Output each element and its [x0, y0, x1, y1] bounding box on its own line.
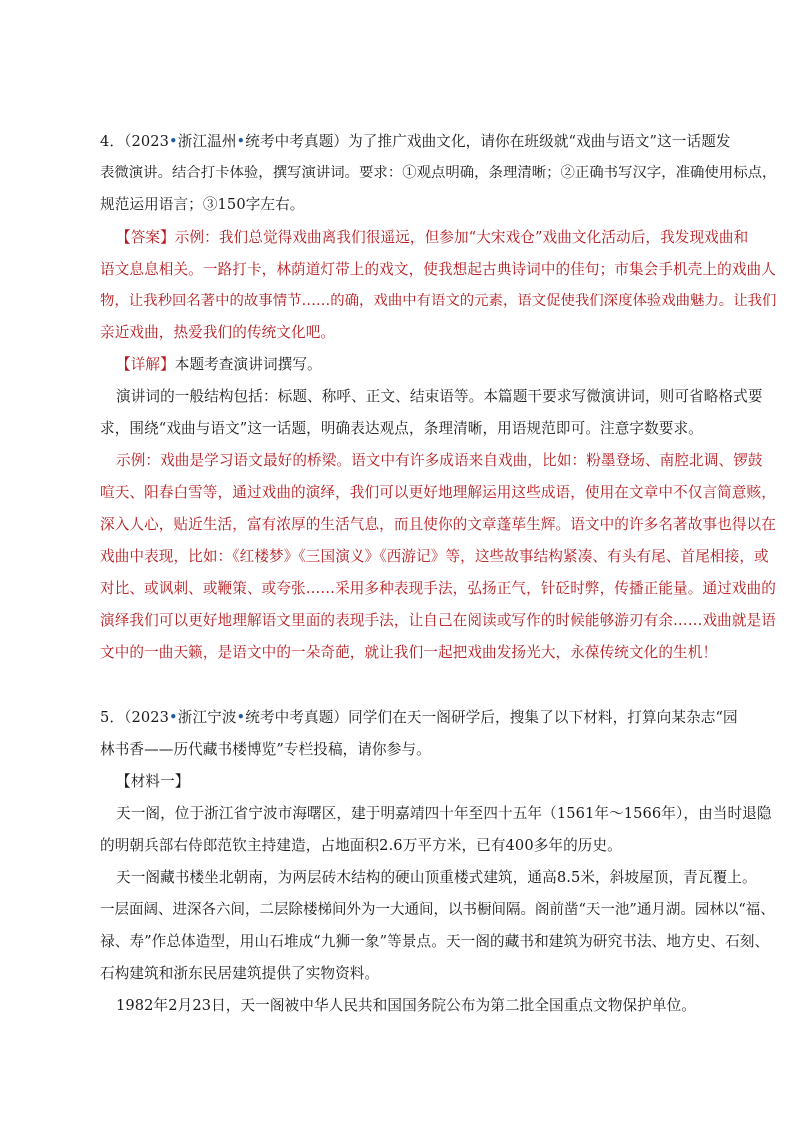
q4-header-line	[100, 132, 731, 152]
material-title: 【材料一】	[116, 773, 190, 790]
q4-source-open: （2023	[124, 133, 170, 150]
q5-stem-line: 林书香——历代藏书楼博览”专栏投稿，请你参与。	[100, 741, 431, 758]
q4-example-line: 演绎我们可以更好地理解语文里面的表现手法，让自己在阅读或写作的时候能够游刃有余……戏曲就是语	[100, 612, 776, 629]
q5-header-line	[100, 708, 738, 728]
q4-answer-line: 语文息息相关。一路打卡，林荫道灯带上的戏文，使我想起古典诗词中的佳句；市集会手机壳上的戏曲人	[100, 261, 776, 278]
q5-stem-line: 同学们在天一阁研学后，搜集了以下材料，打算向某杂志“园	[348, 709, 738, 726]
material-line: 禄、寿”作总体造型，用山石堆成“九狮一象”等景点。天一阁的藏书和建筑为研究书法、地方史、石刻、	[100, 933, 770, 950]
q5-source-open: （2023	[124, 709, 170, 726]
q4-detail-line: 演讲词的一般结构包括：标题、称呼、正文、结束语等。本篇题干要求写微演讲词，则可省略格式要	[116, 388, 763, 405]
material-line: 天一阁藏书楼坐北朝南，为两层砖木结构的硬山顶重楼式建筑，通高8.5米，斜坡屋顶，青瓦覆上。	[116, 869, 757, 886]
q4-answer-line: 亲近戏曲，热爱我们的传统文化吧。	[100, 324, 336, 341]
q4-example-line: 文中的一曲天籁，是语文中的一朵奇葩，就让我们一起把戏曲发扬光大，永葆传统文化的生机！	[100, 644, 718, 661]
q4-region: 浙江温州	[177, 133, 237, 150]
q4-dot-1: •	[169, 133, 178, 150]
q4-detail-line	[116, 355, 322, 375]
answer-tag: 【答案】	[116, 229, 175, 246]
q4-number: 4．	[100, 133, 125, 150]
q4-answer-line	[116, 228, 748, 248]
q4-stem-line: 表微演讲。结合打卡体验，撰写演讲词。要求：①观点明确，条理清晰；②正确书写汉字，准确使用标点，	[100, 165, 777, 181]
q5-dot-2: •	[236, 709, 246, 726]
q4-stem-line: 规范运用语言；③150字左右。	[100, 196, 305, 213]
q5-number: 5．	[100, 709, 125, 726]
q4-example-line: 戏曲中表现，比如：《红楼梦》《三国演义》《西游记》等，这些故事结构紧凑、有头有尾、首尾相接，或	[100, 548, 769, 565]
q4-dot-2: •	[236, 133, 246, 150]
q4-example-line: 喧天、阳春白雪等，通过戏曲的演绎，我们可以更好地理解运用这些成语，使用在文章中不仅言简意赅，	[100, 484, 776, 501]
q5-region: 浙江宁波	[177, 709, 237, 726]
q4-answer-line: 物，让我秒回名著中的故事情节……的确，戏曲中有语文的元素，语文促使我们深度体验戏曲魅力。让我们	[100, 293, 777, 309]
detail-tag: 【详解】	[116, 356, 175, 373]
material-line: 1982年2月23日，天一阁被中华人民共和国国务院公布为第二批全国重点文物保护单位。	[116, 997, 696, 1014]
q4-example-line: 深入人心，贴近生活，富有浓厚的生活气息，而且使你的文章蓬荜生辉。语文中的许多名著故事也得以在	[100, 516, 776, 533]
q5-source-close: 统考中考真题）	[245, 709, 349, 726]
material-line: 石构建筑和浙东民居建筑提供了实物资料。	[100, 965, 380, 982]
material-line: 天一阁，位于浙江省宁波市海曙区，建于明嘉靖四十年至四十五年（1561年～1566年），由当时退隐	[116, 805, 772, 822]
q4-detail-line: 求，围绕“戏曲与语文”这一话题，明确表达观点，条理清晰，用语规范即可。注意字数要求。	[100, 420, 703, 437]
material-line: 一层面阔、进深各六间，二层除楼梯间外为一大通间，以书橱间隔。阁前凿“天一池”通月湖。园林以“福、	[100, 902, 775, 918]
q4-stem-line: 为了推广戏曲文化，请你在班级就“戏曲与语文”这一话题发	[348, 133, 731, 150]
q4-example-line: 对比、或讽刺、或鞭策、或夸张……采用多种表现手法，弘扬正气，针砭时弊，传播正能量。通过戏曲的	[100, 580, 776, 597]
q4-source-close: 统考中考真题）	[245, 133, 349, 150]
material-line: 的明朝兵部右侍郎范钦主持建造，占地面积2.6万平方米，已有400多年的历史。	[100, 837, 622, 854]
q4-example-line: 示例：戏曲是学习语文最好的桥梁。语文中有许多成语来自戏曲，比如：粉墨登场、南腔北调、锣鼓	[116, 452, 763, 469]
q4-detail-text: 本题考查演讲词撰写。	[174, 356, 322, 373]
q5-dot-1: •	[169, 709, 178, 726]
q4-answer-text: 示例：我们总觉得戏曲离我们很遥远，但参加“大宋戏仓”戏曲文化活动后，我发现戏曲和	[174, 229, 749, 246]
